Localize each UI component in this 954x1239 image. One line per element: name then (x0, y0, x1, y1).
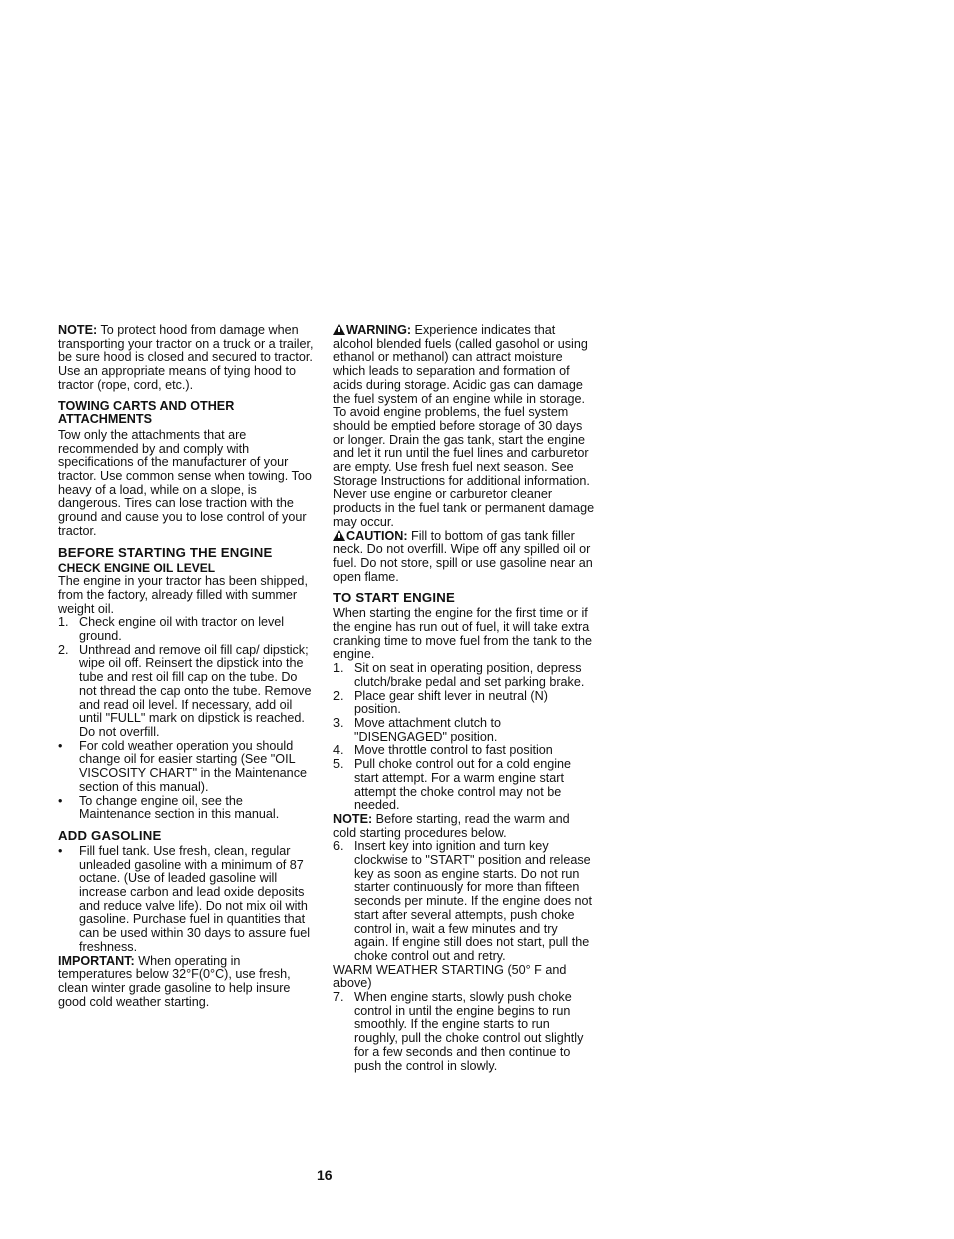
warm-weather-heading: WARM WEATHER STARTING (50° F and above) (333, 962, 567, 991)
bullet: • (58, 793, 63, 808)
oil-steps (58, 616, 316, 739)
start-steps-3 (333, 991, 595, 1073)
step-text: When engine starts, slowly push choke control in until the engine begins to run smoothly. If the engine starts to run roughly, pull the choke control out slightly for a few seconds and then continue to push the control in slowly. (354, 990, 584, 1073)
warning-icon (333, 324, 345, 335)
step-number: 4. (333, 743, 344, 758)
list-item (58, 616, 316, 643)
list-item (58, 740, 316, 795)
page-number: 16 (317, 1167, 333, 1183)
bullet-text: Fill fuel tank. Use fresh, clean, regular unleaded gasoline with a minimum of 87 octane. (Use of leaded gasoline will increase carbon and lead oxide deposits and reduce valve life). Do not mix oil with gasoline. Purchase fuel in quantities that can be used within 30 days to assure fuel freshness. (79, 843, 311, 954)
list-item (333, 991, 595, 1073)
note-text: To protect hood from damage when transporting your tractor on a truck or a trailer, be sure hood is closed and secured to tractor. Use an appropriate means of tying hood to tractor (rope, cord, etc.). (58, 323, 314, 392)
step-text: Place gear shift lever in neutral (N) position. (354, 688, 548, 717)
step-number: 6. (333, 839, 344, 854)
note-hood (58, 324, 316, 393)
step-text: Move attachment clutch to "DISENGAGED" position. (354, 715, 501, 744)
check-oil-heading: CHECK ENGINE OIL LEVEL (58, 560, 216, 575)
important-text: When operating in temperatures below 32°F(0°C), use fresh, clean winter grade gasoline to help insure good cold weather starting. (58, 953, 291, 1009)
list-item (58, 644, 316, 740)
note-label: NOTE: (58, 323, 98, 337)
caution-text: Fill to bottom of gas tank filler neck. Do not overfill. Wipe off any spilled oil or fuel. Do not store, spill or use gasoline near an open flame. (333, 528, 593, 584)
step-number: 5. (333, 757, 344, 772)
step-text: Move throttle control to fast position (354, 743, 553, 758)
warning-label: WARNING: (346, 323, 412, 337)
step-text: Unthread and remove oil fill cap/ dipstick; wipe oil off. Reinsert the dipstick into the tube and rest oil fill cap on the tube. Do not thread the cap onto the tube. Remove and read oil level. If necessary, add oil until "FULL" mark on dipstick is reached. Do not overfill. (79, 642, 312, 739)
gas-bullets (58, 845, 316, 955)
caution-icon (333, 530, 345, 541)
list-item (333, 662, 595, 689)
bullet: • (58, 843, 63, 858)
left-column (58, 324, 316, 1009)
list-item (333, 717, 595, 744)
list-item (333, 840, 595, 963)
important-label: IMPORTANT: (58, 953, 135, 968)
start-intro: When starting the engine for the first time or if the engine has run out of fuel, it will take extra cranking time to move fuel from the tank to the engine. (333, 606, 592, 662)
start-steps (333, 662, 595, 813)
step-text: Check engine oil with tractor on level ground. (79, 615, 285, 644)
before-starting-heading: BEFORE STARTING THE ENGINE (58, 544, 273, 560)
step-number: 2. (333, 688, 344, 703)
step-number: 1. (333, 661, 344, 676)
start-steps-2 (333, 840, 595, 963)
list-item (333, 758, 595, 813)
right-column (333, 324, 595, 1073)
towing-text: Tow only the attachments that are recommended by and comply with specifications of the manufacturer of your tractor. Use common sense when towing. Too heavy of a load, while on a slope, is dangerous. Tires can lose traction with the ground and cause you to lose control of your tractor. (58, 427, 312, 538)
step-text: Insert key into ignition and turn key clockwise to "START" position and release key as soon as engine starts. Do not run starter continuously for more than fifteen seconds per minute. If the engine does not start after several attempts, push choke control in, wait a few minutes and try again. If engine still does not start, pull the choke control out and retry. (354, 839, 593, 963)
note-starting (333, 813, 595, 840)
towing-heading: TOWING CARTS AND OTHER ATTACHMENTS (58, 398, 235, 427)
step-number: 2. (58, 642, 69, 657)
warning-block (333, 324, 595, 530)
start-engine-heading: TO START ENGINE (333, 590, 455, 606)
step-text: Pull choke control out for a cold engine start attempt. For a warm engine start attempt the choke control may not be needed. (354, 757, 572, 813)
step-number: 1. (58, 615, 69, 630)
caution-label: CAUTION: (346, 528, 408, 543)
step-number: 3. (333, 715, 344, 730)
warning-text: Experience indicates that alcohol blended fuels (called gasohol or using ethanol or methanol) can attract moisture which leads to separation and formation of acids during storage. Acidic gas can damage the fuel system of an engine while in storage. To avoid engine problems, the fuel system should be emptied before storage of 30 days or longer. Drain the gas tank, start the engine and let it run until the fuel lines and carburetor are empty. Use fresh fuel next season. See Storage Instructions for additional information. Never use engine or carburetor cleaner products in the fuel tank or permanent damage may occur. (333, 323, 595, 529)
list-item (333, 690, 595, 717)
note-label: NOTE: (333, 811, 373, 826)
important-note (58, 955, 316, 1010)
step-number: 7. (333, 990, 344, 1005)
bullet-text: To change engine oil, see the Maintenance section in this manual. (79, 793, 280, 822)
list-item (58, 795, 316, 822)
oil-bullets (58, 740, 316, 822)
note-text: Before starting, read the warm and cold starting procedures below. (333, 811, 570, 840)
check-oil-intro: The engine in your tractor has been shipped, from the factory, already filled with summer weight oil. (58, 574, 308, 616)
list-item (333, 744, 595, 758)
caution-block (333, 530, 595, 585)
bullet: • (58, 738, 63, 753)
bullet-text: For cold weather operation you should change oil for easier starting (See "OIL VISCOSITY CHART" in the Maintenance section of this manual). (79, 738, 307, 794)
add-gasoline-heading: ADD GASOLINE (58, 827, 162, 843)
list-item (58, 845, 316, 955)
step-text: Sit on seat in operating position, depress clutch/brake pedal and set parking brake. (354, 661, 585, 689)
